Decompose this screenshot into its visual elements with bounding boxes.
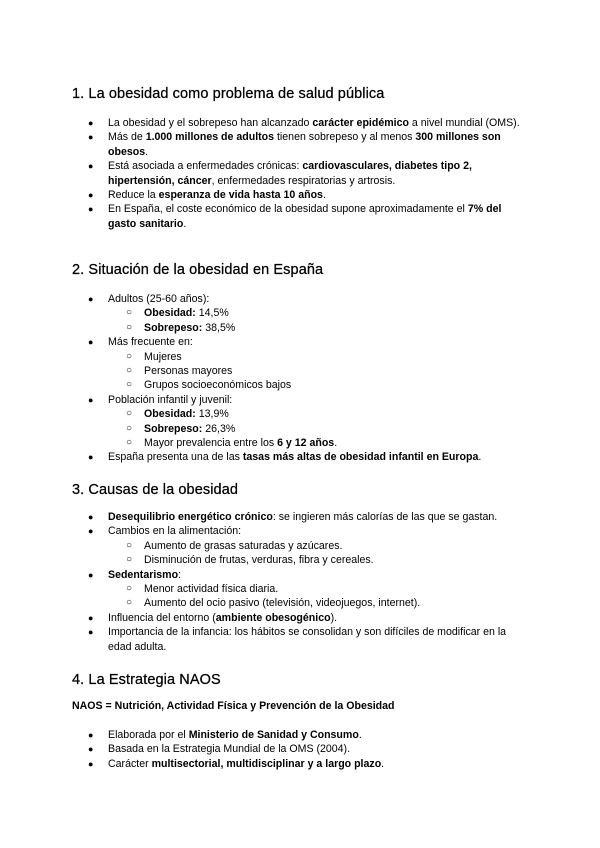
item-text: Reduce la <box>108 189 159 202</box>
item-text: . <box>322 189 326 202</box>
list-item <box>0 188 520 202</box>
item-text: España presenta una de las <box>108 451 243 464</box>
filled-bullet-icon: ● <box>88 190 94 201</box>
hollow-bullet-icon: ○ <box>126 583 133 595</box>
bold-text: tasas más altas de obesidad infantil en Europa <box>242 451 479 464</box>
item-text: Importancia de la infancia: los hábitos se consolidan y son difíciles de modificar en la edad adulta. <box>108 626 507 653</box>
sub-list-item <box>0 422 520 436</box>
hollow-bullet-icon: ○ <box>126 321 133 333</box>
sub-list-item <box>0 321 520 335</box>
item-text: Mayor prevalencia entre los <box>144 437 278 450</box>
list-item <box>0 130 520 159</box>
bold-text: esperanza de vida hasta 10 años <box>158 189 323 202</box>
item-text: tienen sobrepeso y al menos <box>274 131 416 144</box>
item-text: Adultos (25-60 años): <box>108 293 210 305</box>
item-text: 13,9% <box>195 408 229 421</box>
list-item <box>0 159 520 188</box>
filled-bullet-icon: ● <box>88 452 94 463</box>
bullet-list-causas <box>0 510 520 654</box>
section-heading-estrategia-naos: 4. La Estrategia NAOS <box>72 672 221 688</box>
sub-list-item <box>0 364 520 378</box>
item-text: Carácter <box>108 757 152 770</box>
hollow-bullet-icon: ○ <box>126 597 133 609</box>
bold-text: carácter epidémico <box>312 117 409 129</box>
item-text: Grupos socioeconómicos bajos <box>144 379 292 392</box>
filled-bullet-icon: ● <box>88 758 94 769</box>
item-text: , enfermedades respiratorias y artrosis. <box>211 174 396 187</box>
bold-text: Sobrepeso: <box>144 321 203 334</box>
item-text: Disminución de frutas, verduras, fibra y cereales. <box>144 554 374 567</box>
filled-bullet-icon: ● <box>88 204 94 215</box>
section-heading-situacion-espana: 2. Situación de la obesidad en España <box>72 262 324 278</box>
item-text: . <box>478 451 482 464</box>
filled-bullet-icon: ● <box>88 730 94 740</box>
list-item <box>0 757 520 771</box>
sub-list-item <box>0 582 520 596</box>
bold-text: ambiente obesogénico <box>215 611 331 624</box>
item-text: Aumento del ocio pasivo (televisión, videojuegos, internet). <box>144 597 421 610</box>
filled-bullet-icon: ● <box>88 132 94 143</box>
sub-list-item <box>0 350 520 364</box>
item-text: Aumento de grasas saturadas y azúcares. <box>144 539 343 552</box>
hollow-bullet-icon: ○ <box>126 554 133 566</box>
item-text: : se ingieren más calorías de las que se gastan. <box>272 511 498 523</box>
item-text: . <box>381 757 385 770</box>
section-heading-causas: 3. Causas de la obesidad <box>72 482 239 498</box>
item-text: . <box>334 437 338 450</box>
item-text: . <box>183 217 187 230</box>
filled-bullet-icon: ● <box>88 394 94 405</box>
item-text: Menor actividad física diaria. <box>144 583 279 596</box>
filled-bullet-icon: ● <box>88 526 94 537</box>
hollow-bullet-icon: ○ <box>126 422 133 434</box>
list-item <box>0 335 520 349</box>
item-text: ). <box>330 611 338 624</box>
bold-text: 300 millones son obesos <box>108 131 501 158</box>
list-item <box>0 393 520 407</box>
filled-bullet-icon: ● <box>88 569 94 580</box>
list-item <box>0 568 520 582</box>
list-item <box>0 728 520 742</box>
bold-text: 6 y 12 años <box>277 437 335 450</box>
sub-list-item <box>0 407 520 421</box>
item-text: Está asociada a enfermedades crónicas: <box>108 160 303 173</box>
item-text: Cambios en la alimentación: <box>108 525 242 538</box>
filled-bullet-icon: ● <box>88 118 94 128</box>
sub-list-item <box>0 539 520 553</box>
bold-text: 1.000 millones de adultos <box>145 131 275 144</box>
filled-bullet-icon: ● <box>88 337 94 348</box>
item-text: Influencia del entorno ( <box>108 611 216 624</box>
bold-text: Sobrepeso: <box>144 422 203 435</box>
bold-text: 7% del gasto sanitario <box>108 203 502 230</box>
sub-list-item <box>0 306 520 320</box>
bullet-list-salud-publica <box>0 116 520 231</box>
item-text: En España, el coste económico de la obesidad supone aproximadamente el <box>108 203 468 216</box>
item-text: La obesidad y el sobrepeso han alcanzado <box>108 117 313 129</box>
item-text: a nivel mundial (OMS). <box>408 117 520 129</box>
list-item <box>0 510 520 524</box>
sub-list-item <box>0 436 520 450</box>
list-item <box>0 450 520 464</box>
bold-text: Desequilibrio energético crónico <box>108 511 273 523</box>
hollow-bullet-icon: ○ <box>126 365 133 377</box>
item-text: Mujeres <box>144 350 182 363</box>
item-text: 38,5% <box>202 321 236 334</box>
item-text: Más frecuente en: <box>108 336 193 349</box>
list-item <box>0 742 520 756</box>
filled-bullet-icon: ● <box>88 627 94 638</box>
sub-list-item <box>0 553 520 567</box>
bold-text: Obesidad: <box>144 307 196 320</box>
bold-text: Ministerio de Sanidad y Consumo <box>188 729 359 741</box>
hollow-bullet-icon: ○ <box>126 350 133 362</box>
bold-text: Sedentarismo <box>108 568 179 581</box>
hollow-bullet-icon: ○ <box>126 379 133 391</box>
filled-bullet-icon: ● <box>88 294 94 304</box>
filled-bullet-icon: ● <box>88 744 94 755</box>
filled-bullet-icon: ● <box>88 161 94 172</box>
hollow-bullet-icon: ○ <box>126 408 133 420</box>
item-text: Elaborada por el <box>108 729 189 741</box>
sub-list-item <box>0 596 520 610</box>
item-text: Personas mayores <box>144 365 233 378</box>
hollow-bullet-icon: ○ <box>126 539 133 551</box>
bullet-list-situacion-espana <box>0 292 520 465</box>
list-item <box>0 524 520 538</box>
bold-text: Obesidad: <box>144 408 196 421</box>
filled-bullet-icon: ● <box>88 512 94 522</box>
filled-bullet-icon: ● <box>88 612 94 623</box>
bold-text: multisectorial, multidisciplinar y a largo plazo <box>151 757 382 770</box>
sub-list-item <box>0 378 520 392</box>
list-item <box>0 202 520 231</box>
list-item <box>0 625 520 654</box>
list-item <box>0 292 520 306</box>
item-text: 14,5% <box>195 307 229 320</box>
hollow-bullet-icon: ○ <box>126 437 133 449</box>
item-text: : <box>178 568 182 581</box>
item-text: Población infantil y juvenil: <box>108 393 233 406</box>
section-heading-obesidad-salud-publica: 1. La obesidad como problema de salud pública <box>72 86 385 102</box>
bullet-list-estrategia-naos <box>0 728 520 771</box>
list-item <box>0 116 520 130</box>
bold-text: cardiovasculares, diabetes tipo 2, hipertensión, cáncer <box>108 160 472 187</box>
item-text: . <box>358 729 362 741</box>
hollow-bullet-icon: ○ <box>126 307 133 319</box>
item-text: Más de <box>108 131 146 144</box>
naos-definition: NAOS = Nutrición, Actividad Física y Prevención de la Obesidad <box>72 700 395 712</box>
list-item <box>0 611 520 625</box>
item-text: . <box>145 145 149 158</box>
item-text: Basada en la Estrategia Mundial de la OMS (2004). <box>108 743 351 756</box>
item-text: 26,3% <box>202 422 236 435</box>
